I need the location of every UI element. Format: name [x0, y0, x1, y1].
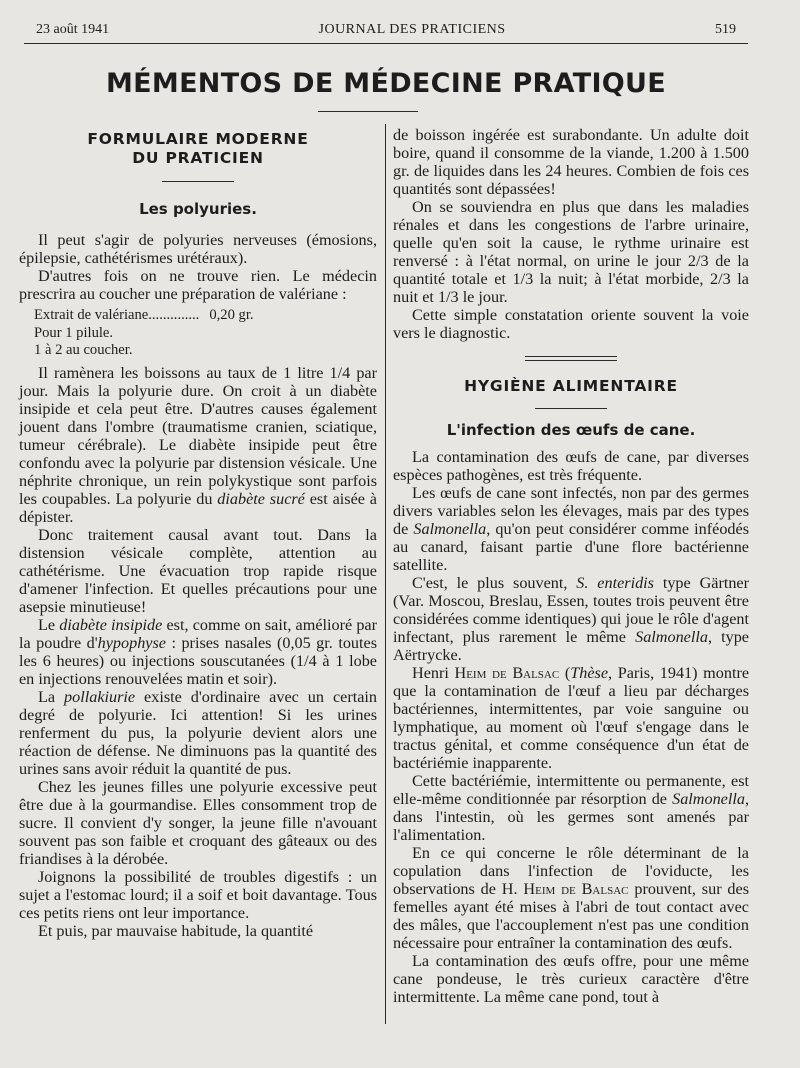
running-header — [36, 20, 736, 40]
section-title-line2: DU PRATICIEN — [132, 149, 264, 167]
issue-date: 23 août 1941 — [36, 22, 110, 37]
section-title-line1: FORMULAIRE MODERNE — [87, 130, 309, 148]
right-column — [393, 126, 749, 1006]
section-rule — [162, 181, 234, 182]
paragraph: de boisson ingérée est surabondante. Un adulte doit boire, quand il consomme de la viande, 1.200 à 1.500 gr. de liquides dans les 24 heures. Combien de fois ces quantités sont dépassées! — [393, 126, 749, 198]
paragraph: On se souviendra en plus que dans les maladies rénales et dans les congestions de l'arbre urinaire, quelle qu'en soit la cause, le rythme urinaire est renversé : à l'état normal, on urine le jour 2/3 de la quantité totale et 1/3 la nuit; à l'état morbide, 2/3 la nuit et 1/3 le jour. — [393, 198, 749, 306]
paragraph: D'autres fois on ne trouve rien. Le médecin prescrira au coucher une préparation de valériane : — [19, 267, 377, 303]
section-rule — [535, 408, 607, 409]
paragraph: Chez les jeunes filles une polyurie excessive peut être due à la gourmandise. Elles consomment trop de sucre. Il convient d'y songer, la jeune fille n'avouant souvent pas son faible et croquant des gâteaux ou des friandises à la dérobée. — [19, 777, 377, 868]
recipe-line: Pour 1 pilule. — [34, 324, 114, 341]
recipe-line: 1 à 2 au coucher. — [34, 342, 133, 358]
paragraph: Henri Heim de Balsac (Thèse, Paris, 1941) montre que la contamination de l'œuf a lieu par décharges bactériennes, intermittentes, par voie sanguine ou lymphatique, au moment où l'œuf s'engage dans le tractus génital, et comme conséquence d'un état de bactériémie inapparente. — [393, 664, 750, 772]
paragraph: Et puis, par mauvaise habitude, la quantité — [38, 921, 314, 940]
paragraph: En ce qui concerne le rôle déterminant de la copulation dans l'infection de l'oviducte, les observations de H. Heim de Balsac prouvent, sur des femelles ayant été mises à l'abri de tout contact avec des mâles, que l'accouplement n'est pas une condition nécessaire pour entraîner la contamination des œufs. — [393, 844, 750, 952]
paragraph: La contamination des œufs de cane, par diverses espèces pathogènes, est très fréquente. — [393, 448, 749, 484]
section-title: HYGIÈNE ALIMENTAIRE — [464, 377, 678, 395]
article-title: L'infection des œufs de cane. — [446, 421, 696, 439]
recipe-item: Extrait de valériane.............. — [34, 307, 200, 323]
page-title: MÉMENTOS DE MÉDECINE PRATIQUE — [105, 68, 667, 99]
paragraph: Donc traitement causal avant tout. Dans la distension vésicale complète, attention au cathétérisme. Une évacuation trop rapide risque d'amener l'infection. Et quelles précautions pour une asepsie minutieuse! — [19, 525, 377, 616]
paragraph: Il ramènera les boissons au taux de 1 litre 1/4 par jour. Mais la polyurie dure. On croit à un diabète insipide et cela peut être. D'autres causes également jouent dans l'ombre (traumatisme cranien, sciatique, tumeur cérébrale). Le diabète insipide peut être confondu avec la polyurie par distension vésicale. Une néphrite chronique, un rein polykystique sont parfois les coupables. La polyurie du diabète sucré est aisée à dépister. — [19, 363, 377, 526]
section-title — [19, 130, 377, 168]
recipe-dose: 0,20 gr. — [209, 307, 254, 323]
title-rule — [318, 111, 418, 112]
recipe — [19, 307, 377, 360]
paragraph: Il peut s'agir de polyuries nerveuses (émosions, épilepsie, cathétérismes urétéraux). — [19, 231, 377, 267]
header-rule — [24, 43, 748, 44]
paragraph: La pollakiurie existe d'ordinaire avec un certain degré de polyurie. Ici attention! Si les urines renferment du pus, la polyurie devient alors une réaction de défense. Ne diminuons pas la quantité des urines sans avoir réduit la quantité de pus. — [19, 687, 377, 778]
paragraph: C'est, le plus souvent, S. enteridis type Gärtner (Var. Moscou, Breslau, Essen, toutes trois peuvent être considérées comme identiques) qui joue le rôle d'agent infectant, plus rarement le même Salmonella, type Aërtrycke. — [393, 574, 750, 664]
journal-name: JOURNAL DES PRATICIENS — [318, 22, 506, 37]
recipe-line — [34, 307, 377, 325]
paragraph: Le diabète insipide est, comme on sait, amélioré par la poudre d'hypophyse : prises nasales (0,05 gr. toutes les 6 heures) ou injections souscutanées (1/4 à 1 lobe en injections renouvelées matin et soir). — [19, 615, 378, 688]
page-number: 519 — [714, 22, 736, 37]
article-title: Les polyuries. — [139, 200, 257, 218]
paragraph: Cette simple constatation oriente souvent la voie vers le diagnostic. — [393, 306, 749, 342]
paragraph: La contamination des œufs offre, pour une même cane pondeuse, le très curieux caractère d'être intermittente. La même cane pond, tout à — [393, 952, 749, 1006]
paragraph: Joignons la possibilité de troubles digestifs : un sujet a l'estomac lourd; il a soif et boit davantage. Tous ces petits riens ont leur importance. — [19, 867, 377, 922]
left-column — [19, 126, 377, 940]
column-divider — [385, 124, 386, 1024]
paragraph: Cette bactériémie, intermittente ou permanente, est elle-même conditionnée par résorption de Salmonella, dans l'intestin, où les germes sont amenés par l'alimentation. — [393, 772, 749, 844]
section-double-rule — [525, 356, 617, 361]
paragraph: Les œufs de cane sont infectés, non par des germes divers variables selon les élevages, mais par des types de Salmonella, qu'on peut considérer comme inféodés au canard, faisant partie d'une flore bactérienne satellite. — [393, 484, 749, 574]
